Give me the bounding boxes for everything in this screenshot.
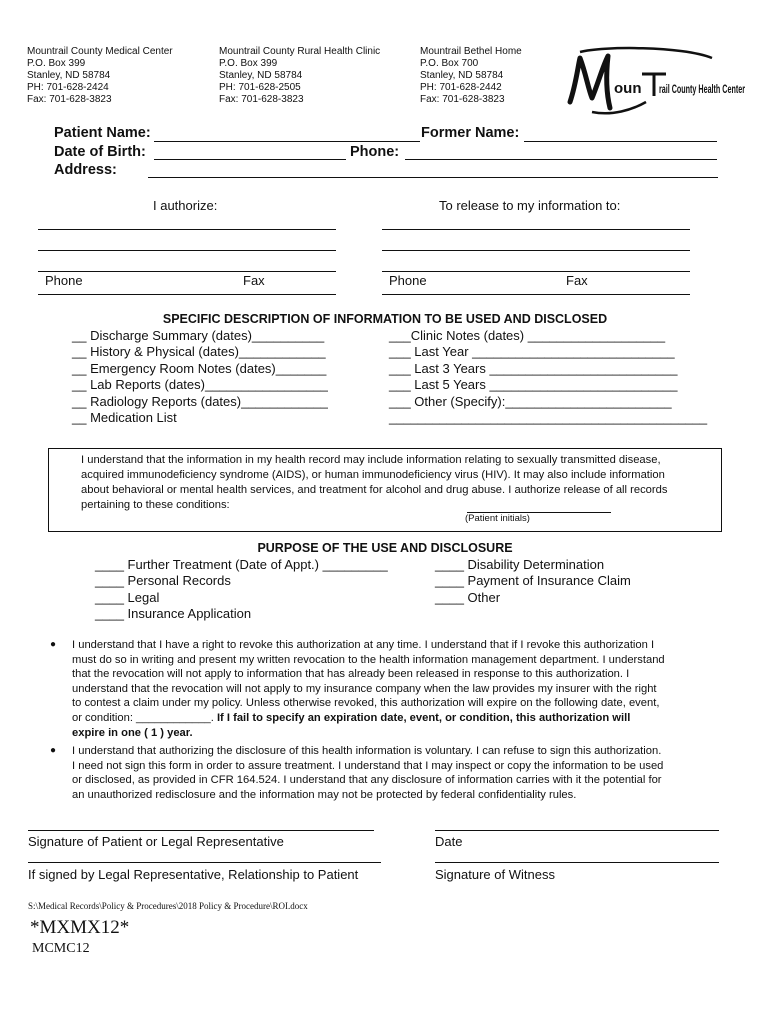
- witness-signature-label: Signature of Witness: [435, 867, 555, 882]
- sensitive-info-text: I understand that the information in my health record may include information relating to sexually transmitted disease, acquired immunodeficiency syndrome (AIDS), or human immunodeficiency virus (HIV). It may also include information about behavioral or mental health services, and treatment for alcohol and drug abuse. I authorize release of all records pertaining to these conditions:: [81, 454, 668, 511]
- paragraph-line: must do so in writing and present my written revocation to the health information management department. I understand: [72, 653, 665, 666]
- barcode-text: *MXMX12*: [30, 917, 130, 938]
- patient-initials-label: (Patient initials): [465, 513, 530, 524]
- authorize-phone-label: Phone: [45, 273, 83, 288]
- relationship-field[interactable]: [28, 862, 381, 863]
- witness-signature-field[interactable]: [435, 862, 719, 863]
- release-phone-label: Phone: [389, 273, 427, 288]
- facility-po-box: P.O. Box 399: [219, 58, 278, 69]
- address-field[interactable]: [148, 177, 718, 178]
- relationship-label: If signed by Legal Representative, Relationship to Patient: [28, 867, 359, 882]
- facility-name: Mountrail County Medical Center: [27, 46, 173, 57]
- release-phone-fax-line[interactable]: [382, 294, 690, 295]
- release-line-2[interactable]: [382, 250, 690, 251]
- list-item[interactable]: __ Emergency Room Notes (dates)_______: [72, 360, 327, 376]
- facility-phone: PH: 701-628-2424: [27, 82, 109, 93]
- facility-city: Stanley, ND 58784: [420, 70, 504, 81]
- paragraph-line: understand that the revocation will not apply to my insurance company when the law provides my insurer with the right: [72, 682, 657, 695]
- authorize-line-1[interactable]: [38, 229, 336, 230]
- health-center-logo: [562, 44, 750, 120]
- facility-po-box: P.O. Box 399: [27, 58, 86, 69]
- list-item[interactable]: __ Lab Reports (dates)_________________: [72, 377, 328, 393]
- list-item[interactable]: ___Clinic Notes (dates) ___________________: [389, 328, 666, 343]
- bullet-icon: ●: [50, 639, 57, 650]
- list-item[interactable]: ____ Personal Records: [95, 573, 231, 589]
- purpose-right-list: [435, 557, 631, 606]
- paragraph-line: that the revocation will not apply to information that has already been released in response to this authorization. I: [72, 668, 630, 681]
- facility-name: Mountrail Bethel Home: [420, 46, 522, 57]
- facility-address-bethel-home: [420, 46, 522, 106]
- form-code: MCMC12: [32, 941, 90, 956]
- paragraph-line-condition: [72, 711, 752, 726]
- list-item[interactable]: ____ Legal: [95, 589, 160, 605]
- paragraph-line: I understand that authorizing the disclosure of this health information is voluntary. I can refuse to sign this authorization.: [72, 745, 662, 757]
- list-item[interactable]: ____ Payment of Insurance Claim: [435, 573, 631, 589]
- paragraph-line: I need not sign this form in order to assure treatment. I understand that I may inspect or copy the information to be used: [72, 759, 664, 772]
- facility-name: Mountrail County Rural Health Clinic: [219, 46, 381, 57]
- patient-signature-label: Signature of Patient or Legal Representative: [28, 834, 284, 849]
- list-item[interactable]: ____ Insurance Application: [95, 606, 252, 622]
- facility-city: Stanley, ND 58784: [27, 70, 111, 81]
- list-item[interactable]: ___ Last 3 Years __________________________: [389, 360, 678, 376]
- patient-name-label: Patient Name:: [54, 125, 151, 141]
- logo-text-a: oun: [614, 80, 642, 97]
- authorize-phone-fax-line[interactable]: [38, 294, 336, 295]
- list-item[interactable]: ___ Last Year ____________________________: [389, 344, 675, 360]
- phone-label: Phone:: [350, 144, 400, 160]
- condition-bold: If I fail to specify an expiration date, event, or condition, this authorization will: [216, 711, 631, 724]
- facility-fax: Fax: 701-628-3823: [420, 94, 505, 105]
- logo-mark-icon: [562, 44, 750, 120]
- former-name-field[interactable]: [524, 141, 717, 142]
- authorize-label: I authorize:: [153, 198, 218, 213]
- facility-phone: PH: 701-628-2442: [420, 82, 502, 93]
- authorize-fax-label: Fax: [243, 273, 265, 288]
- phone-field[interactable]: [405, 159, 717, 160]
- paragraph-line: or disclosed, as provided in CFR 164.524. I understand that any disclosure of information carries with it the potential for: [72, 774, 662, 787]
- purpose-heading: PURPOSE OF THE USE AND DISCLOSURE: [257, 541, 513, 555]
- list-item[interactable]: ____ Disability Determination: [435, 557, 605, 572]
- paragraph-line: an unauthorized redisclosure and the information may not be protected by federal confidentiality rules.: [72, 788, 577, 801]
- date-of-birth-label: Date of Birth:: [54, 144, 146, 160]
- facility-fax: Fax: 701-628-3823: [219, 94, 304, 105]
- revoke-paragraph: [72, 638, 752, 740]
- patient-name-field[interactable]: [154, 141, 420, 142]
- release-line-3[interactable]: [382, 271, 690, 272]
- release-fax-label: Fax: [566, 273, 588, 288]
- facility-address-rural-clinic: [219, 46, 380, 106]
- list-item[interactable]: ___ Last 5 Years __________________________: [389, 377, 678, 393]
- facility-po-box: P.O. Box 700: [420, 58, 479, 69]
- facility-phone: PH: 701-628-2505: [219, 82, 301, 93]
- list-item[interactable]: ____ Other: [435, 589, 501, 605]
- list-item[interactable]: __ Medication List: [72, 410, 177, 426]
- facility-address-medical-center: [27, 46, 173, 106]
- authorize-line-3[interactable]: [38, 271, 336, 272]
- list-item[interactable]: ____ Further Treatment (Date of Appt.) _________: [95, 557, 388, 572]
- list-item[interactable]: ____________________________________________: [389, 410, 708, 426]
- logo-text-b: rail County Health Center: [659, 82, 746, 96]
- voluntary-paragraph: [72, 744, 752, 802]
- release-to-label: To release to my information to:: [439, 198, 621, 213]
- sensitive-info-box: [48, 448, 722, 532]
- description-left-list: [72, 328, 328, 426]
- list-item[interactable]: __ History & Physical (dates)____________: [72, 344, 326, 360]
- description-right-list: [389, 328, 707, 426]
- list-item[interactable]: ___ Other (Specify):_______________________: [389, 393, 672, 409]
- facility-fax: Fax: 701-628-3823: [27, 94, 112, 105]
- paragraph-line: to contest a claim under my policy. Unless otherwise revoked, this authorization will expire on the following date, event,: [72, 697, 660, 710]
- address-label: Address:: [54, 162, 117, 178]
- date-label: Date: [435, 834, 463, 849]
- list-item[interactable]: __ Discharge Summary (dates)__________: [72, 328, 325, 343]
- former-name-label: Former Name:: [421, 125, 520, 141]
- facility-city: Stanley, ND 58784: [219, 70, 303, 81]
- description-heading: SPECIFIC DESCRIPTION OF INFORMATION TO BE USED AND DISCLOSED: [162, 312, 608, 326]
- condition-prefix[interactable]: or condition: ____________.: [72, 711, 217, 724]
- document-path: S:\Medical Records\Policy & Procedures\2018 Policy & Procedure\ROI.docx: [28, 901, 308, 911]
- date-field[interactable]: [435, 830, 719, 831]
- patient-signature-field[interactable]: [28, 830, 374, 831]
- release-line-1[interactable]: [382, 229, 690, 230]
- paragraph-line: I understand that I have a right to revoke this authorization at any time. I understand that if I revoke this authorization I: [72, 639, 655, 651]
- list-item[interactable]: __ Radiology Reports (dates)____________: [72, 393, 328, 409]
- expire-notice: expire in one ( 1 ) year.: [72, 726, 193, 739]
- purpose-left-list: [95, 557, 388, 623]
- authorize-line-2[interactable]: [38, 250, 336, 251]
- bullet-icon: ●: [50, 745, 57, 756]
- date-of-birth-field[interactable]: [154, 159, 346, 160]
